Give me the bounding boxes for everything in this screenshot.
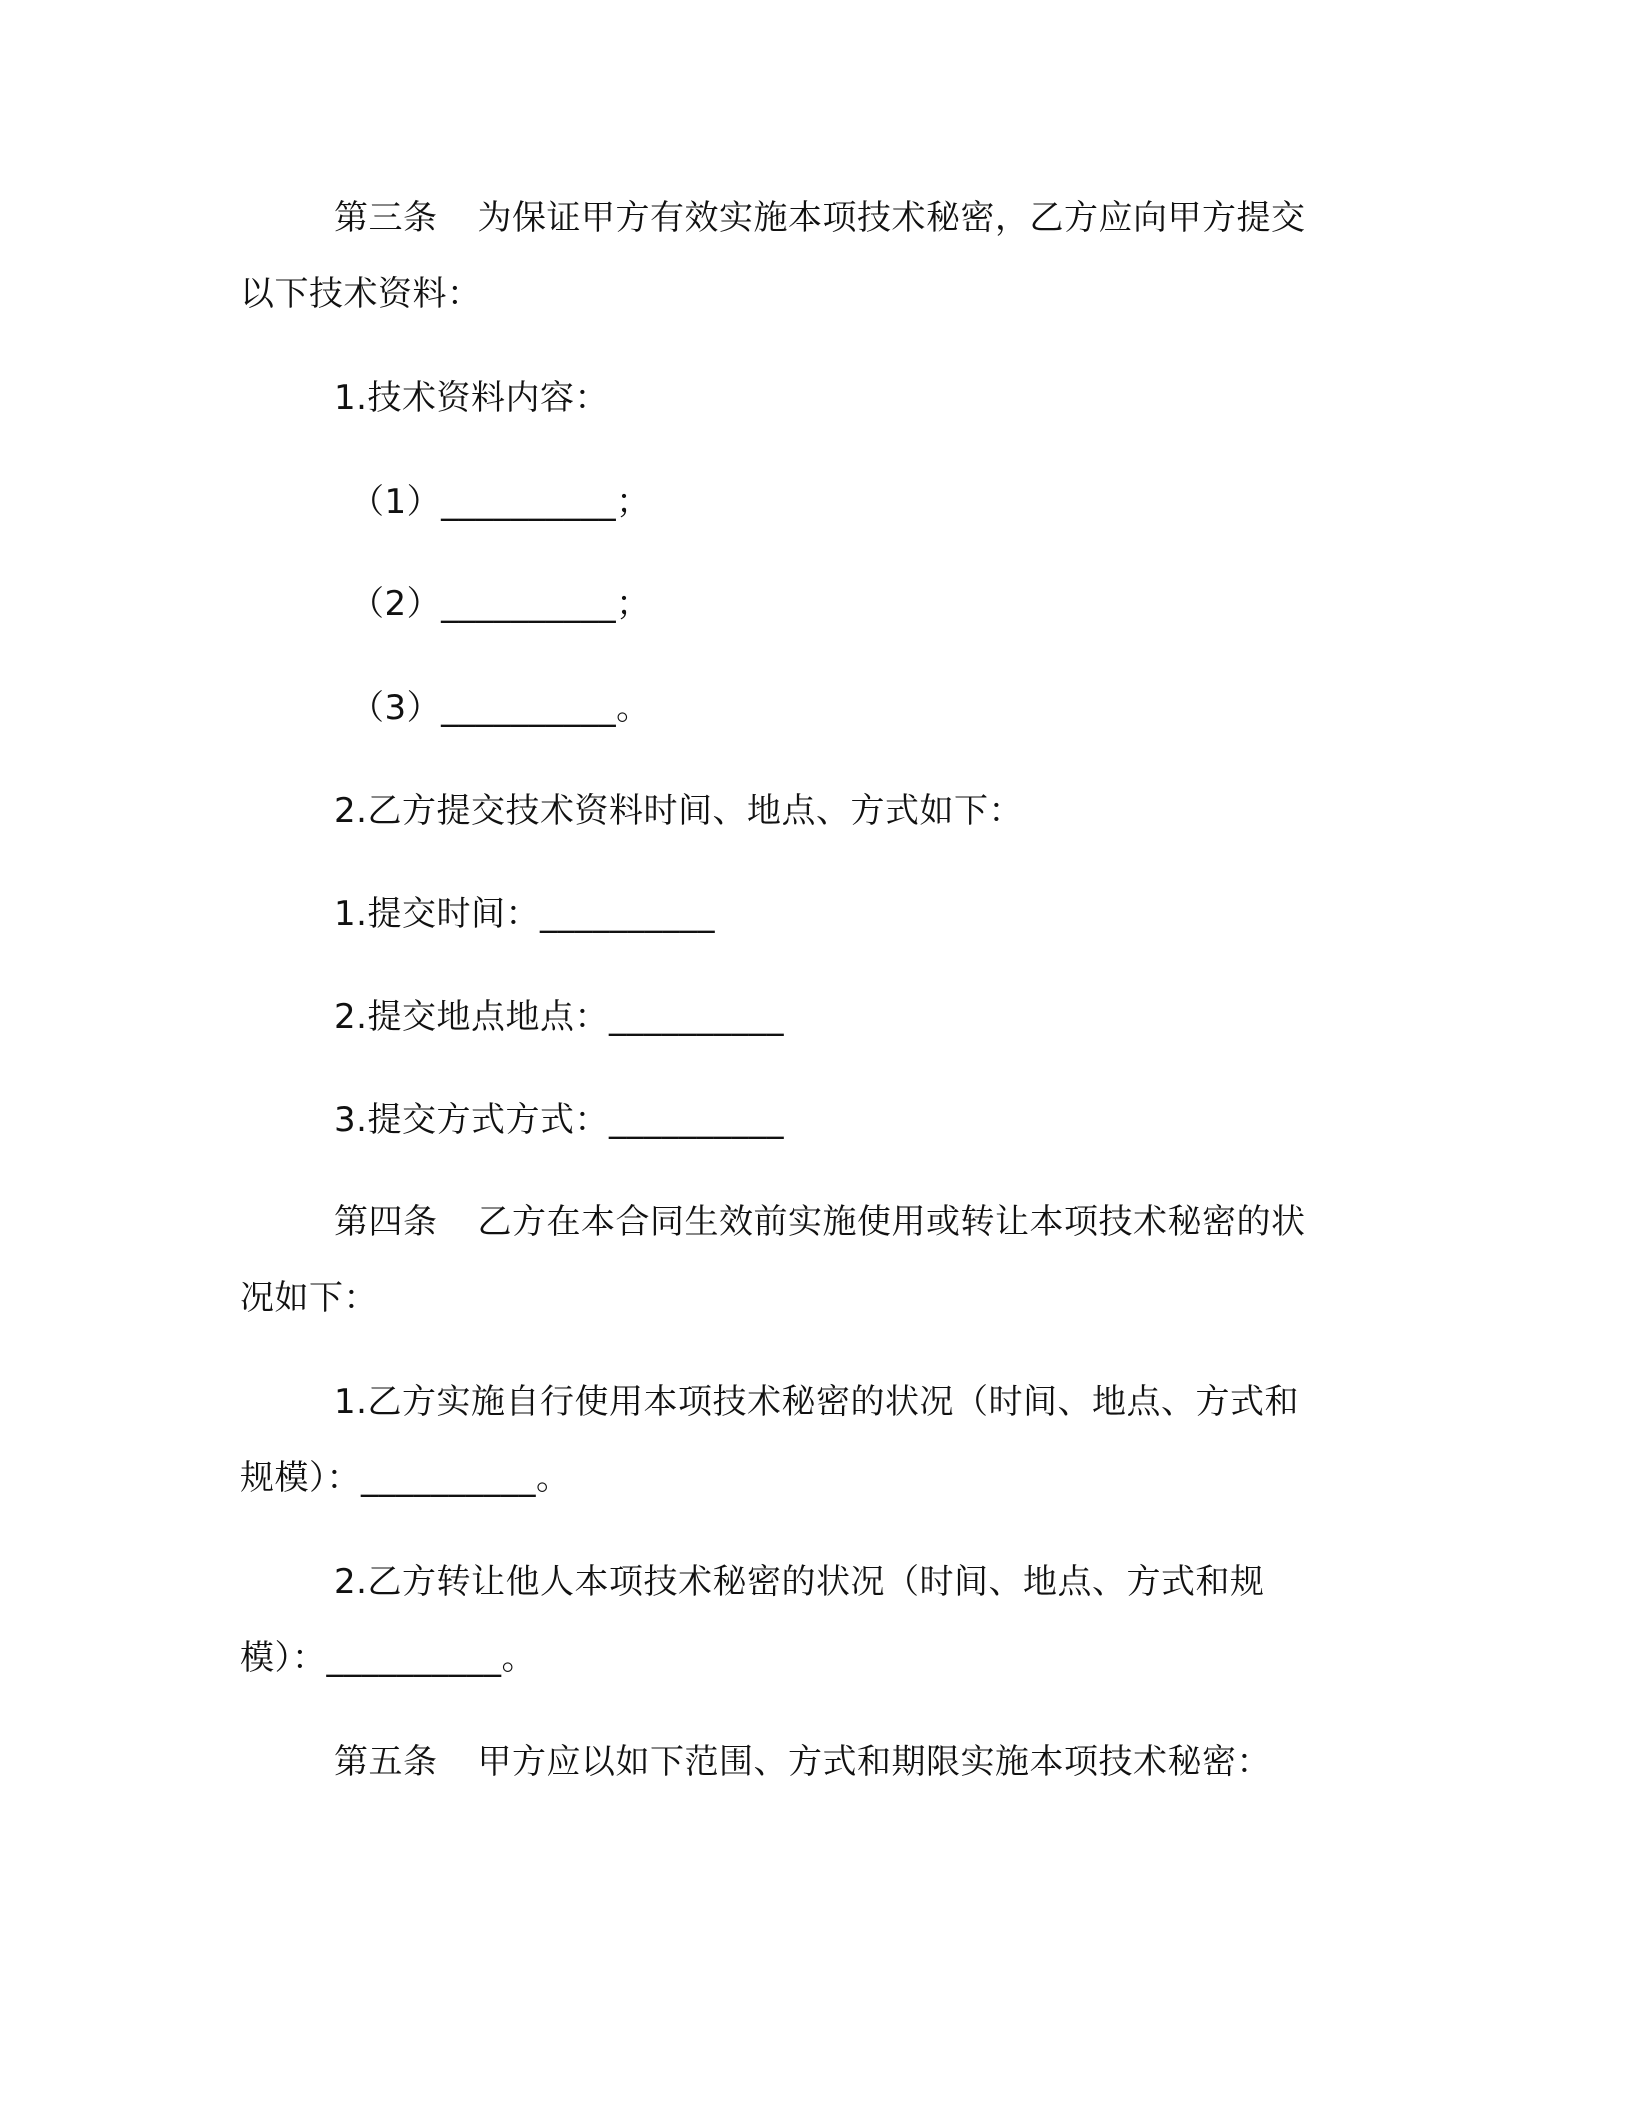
article3-text: 为保证甲方有效实施本项技术秘密，乙方应向甲方提交	[477, 198, 1306, 238]
article4-line1	[334, 1200, 1306, 1244]
submission-place: 2.提交地点地点：__________	[334, 997, 784, 1037]
article4-item2-line1: 2.乙方转让他人本项技术秘密的状况（时间、地点、方式和规	[334, 1562, 1265, 1602]
submission-heading: 2.乙方提交技术资料时间、地点、方式如下：	[334, 791, 1023, 831]
submission-time: 1.提交时间：__________	[334, 894, 715, 934]
article5-line1	[334, 1740, 1271, 1784]
article3-number: 第三条	[334, 198, 438, 238]
article3-line1	[334, 196, 1306, 240]
tech-content-item-2: （2）__________；	[350, 584, 651, 624]
article4-text: 乙方在本合同生效前实施使用或转让本项技术秘密的状	[477, 1202, 1306, 1242]
article4-item2-line2: 模）：__________。	[240, 1638, 536, 1678]
article5-number: 第五条	[334, 1742, 438, 1782]
article3-line2: 以下技术资料：	[240, 274, 482, 314]
article4-number: 第四条	[334, 1202, 438, 1242]
submission-method: 3.提交方式方式：__________	[334, 1100, 784, 1140]
tech-content-item-3: （3）__________。	[350, 688, 651, 728]
article4-item1-line1: 1.乙方实施自行使用本项技术秘密的状况（时间、地点、方式和	[334, 1382, 1299, 1422]
article4-item1-line2: 规模）：__________。	[240, 1458, 571, 1498]
article5-text: 甲方应以如下范围、方式和期限实施本项技术秘密：	[477, 1742, 1271, 1782]
tech-content-heading: 1.技术资料内容：	[334, 378, 609, 418]
article4-line2: 况如下：	[240, 1278, 378, 1318]
tech-content-item-1: （1）__________；	[350, 482, 651, 522]
